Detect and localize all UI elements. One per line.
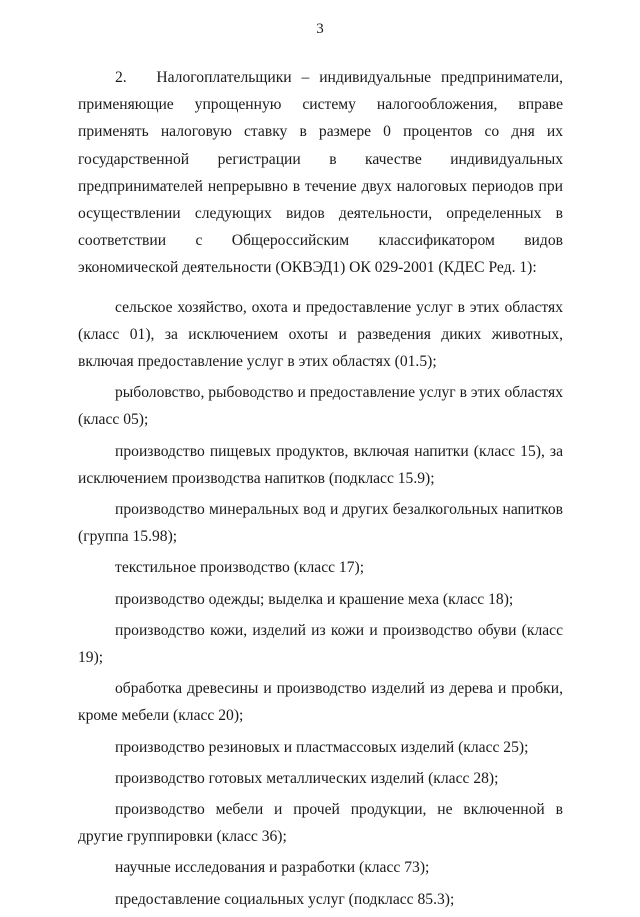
- list-item: научные исследования и разработки (класс 73);: [115, 859, 430, 877]
- list-item: сельское хозяйство, охота и предоставление услуг в этих областях (класс 01), за исключением охоты и разведения диких животных, включая предоставление услуг в этих областях (01.5);: [78, 298, 563, 371]
- list-item: производство пищевых продуктов, включая напитки (класс 15), за исключением производства напитков (подкласс 15.9);: [78, 442, 563, 487]
- page-number: 3: [316, 21, 324, 37]
- list-item: производство одежды; выделка и крашение меха (класс 18);: [115, 590, 514, 608]
- list-item: производство мебели и прочей продукции, не включенной в другие группировки (класс 36);: [78, 801, 563, 846]
- list-item: обработка древесины и производство изделий из дерева и пробки, кроме мебели (класс 20);: [78, 680, 563, 725]
- list-item: текстильное производство (класс 17);: [115, 559, 365, 577]
- intro-paragraph: 2. Налогоплательщики – индивидуальные предприниматели, применяющие упрощенную систему налогообложения, вправе применять налоговую ставку в размере 0 процентов со дня их государственной регистрации в качестве индивидуальных предпринимателей непрерывно в течение двух налоговых периодов при осуществлении следующих видов деятельности, определенных в соответствии с Общероссийским классификатором видов экономической деятельности (ОКВЭД1) ОК 029-2001 (КДЕС Ред. 1):: [78, 69, 563, 277]
- list-item: производство кожи, изделий из кожи и производство обуви (класс 19);: [78, 621, 563, 667]
- list-item: производство готовых металлических изделий (класс 28);: [115, 769, 499, 787]
- list-item: рыболовство, рыбоводство и предоставление услуг в этих областях (класс 05);: [78, 384, 563, 429]
- list-item: производство резиновых и пластмассовых изделий (класс 25);: [115, 738, 529, 756]
- list-item: производство минеральных вод и других безалкогольных напитков (группа 15.98);: [78, 501, 563, 546]
- document-body: [78, 64, 563, 917]
- list-item: предоставление социальных услуг (подкласс 85.3);: [115, 890, 455, 908]
